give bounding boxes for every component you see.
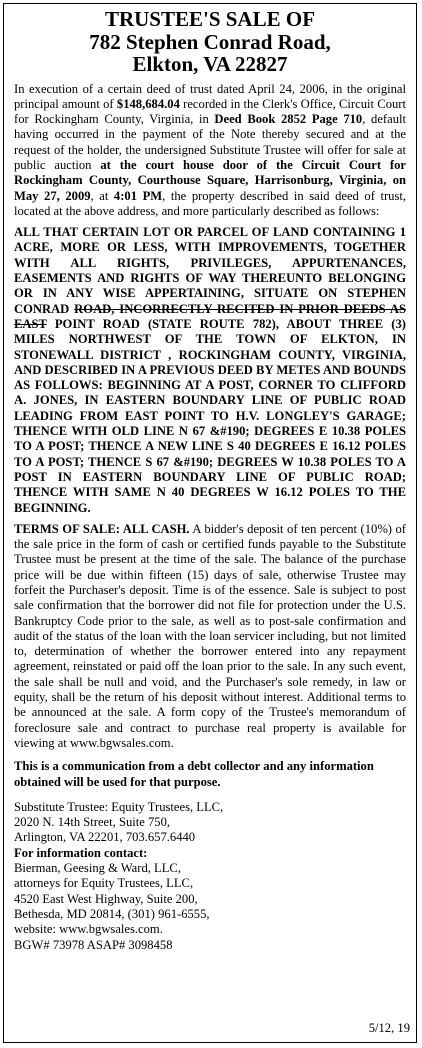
intro-text-2: recorded in the Clerk's Office, Circuit Court for Rockingham County, Virginia, in — [14, 96, 406, 127]
info-contact-heading: For information contact: — [14, 845, 148, 860]
intro-text-1: In execution of a certain deed of trust dated April 24, 2006, in the original principal amount of — [14, 81, 406, 111]
sale-location: at the court house door of the Circuit Court for Rockingham County, Courthouse Square, Harrisonburg, Virginia, on May 27, 2009 — [14, 157, 406, 203]
trustee-address: 2020 N. 14th Street, Suite 750, — [14, 815, 171, 830]
legal-description-struck: ROAD, INCORRECTLY RECITED IN PRIOR DEEDS AS EAST — [14, 301, 406, 331]
legal-description-part-1: ALL THAT CERTAIN LOT OR PARCEL OF LAND CONTAINING 1 ACRE, MORE OR LESS, WITH IMPROVEMENTS, TOGETHER WITH ALL RIGHTS, PRIVILEGES, APPURTENANCES, EASEMENTS AND RIGHTS OF WAY THEREUNTO BELONGING OR IN ANY WISE APPERTAINING, SITUATE ON STEPHEN CONRAD — [14, 225, 406, 316]
title-line-3: Elkton, VA 22827 — [132, 52, 288, 76]
title-line-2: 782 Stephen Conrad Road, — [89, 29, 331, 54]
notice-title — [14, 8, 406, 76]
reference-ids: BGW# 73978 ASAP# 3098458 — [14, 937, 173, 952]
intro-text-3: , default having occurred in the payment of the Note thereby secured and at the request of the holder, the undersigned Substitute Trustee will offer for sale at public auction — [14, 112, 406, 172]
law-firm-name: Bierman, Geesing & Ward, LLC, — [14, 861, 181, 876]
terms-of-sale-paragraph — [14, 522, 406, 751]
intro-paragraph — [14, 82, 406, 220]
principal-amount: $148,684.04 — [116, 96, 180, 111]
sale-time: 4:01 PM — [113, 188, 163, 203]
law-firm-address: 4520 East West Highway, Suite 200, — [14, 891, 198, 906]
trustee-name: Substitute Trustee: Equity Trustees, LLC, — [14, 799, 224, 814]
publication-dates: 5/12, 19 — [368, 1021, 410, 1035]
legal-description — [14, 225, 406, 516]
website-line: website: www.bgwsales.com. — [14, 922, 163, 937]
terms-body: A bidder's deposit of ten percent (10%) of the sale price in the form of cash or certified funds payable to the Substitute Trustee must be present at the time of the sale. The balance of the purchase price will be due within fifteen (15) days of sale, otherwise Trustee may forfeit the Purchaser's deposit. Time is of the essence. Sale is subject to post sale confirmation that the borrower did not file for protection under the U.S. Bankruptcy Code prior to the sale, as well as to post-sale confirmation and audit of the status of the loan with the loan servicer including, but not limited to, determination of whether the borrower entered into any repayment agreement, reinstated or paid off the loan prior to the sale. In any such event, the sale shall be null and void, and the Purchaser's sole remedy, in law or equity, shall be the return of his deposit without interest. Additional terms to be announced at the sale. A form copy of the Trustee's memorandum of foreclosure sale and contract to purchase real property is available for viewing at www.bgwsales.com. — [14, 521, 406, 750]
terms-heading: TERMS OF SALE: ALL CASH. — [14, 521, 190, 536]
trustee-sale-notice — [3, 3, 417, 1043]
contact-block — [14, 800, 406, 953]
trustee-city-phone: Arlington, VA 22201, 703.657.6440 — [14, 830, 196, 845]
title-line-1: TRUSTEE'S SALE OF — [104, 7, 316, 31]
law-firm-role: attorneys for Equity Trustees, LLC, — [14, 876, 194, 891]
intro-text-4: , at — [90, 188, 114, 203]
law-firm-city-phone: Bethesda, MD 20814, (301) 961-6555, — [14, 906, 210, 921]
legal-description-part-2: POINT ROAD (STATE ROUTE 782), ABOUT THREE (3) MILES NORTHWEST OF THE TOWN OF ELKTON, IN STONEWALL DISTRICT , ROCKINGHAM COUNTY, VIRGINIA, AND DESCRIBED IN A PREVIOUS DEED BY METES AND BOUNDS AS FOLLOWS: BEGINNING AT A POST, CORNER TO CLIFFORD A. JONES, IN EASTERN BOUNDARY LINE OF PUBLIC ROAD LEADING FROM EAST POINT TO H.V. LONGLEY'S GARAGE; THENCE WITH OLD LINE N 67 &#190; DEGREES E 10.38 POLES TO A POST; THENCE A NEW LINE S 40 DEGREES E 16.12 POLES TO A POST; THENCE S 67 &#190; DEGREES W 10.38 POLES TO A POST IN EASTERN BOUNDARY LINE OF PUBLIC ROAD; THENCE WITH SAME N 40 DEGREES W 16.12 POLES TO THE BEGINNING. — [14, 316, 406, 515]
intro-text-5: , the property described in said deed of trust, located at the above address, and more particularly described as follows: — [14, 188, 406, 218]
debt-collector-notice: This is a communication from a debt collector and any information obtained will be used for that purpose. — [14, 759, 374, 789]
deed-book-reference: Deed Book 2852 Page 710 — [214, 112, 363, 127]
